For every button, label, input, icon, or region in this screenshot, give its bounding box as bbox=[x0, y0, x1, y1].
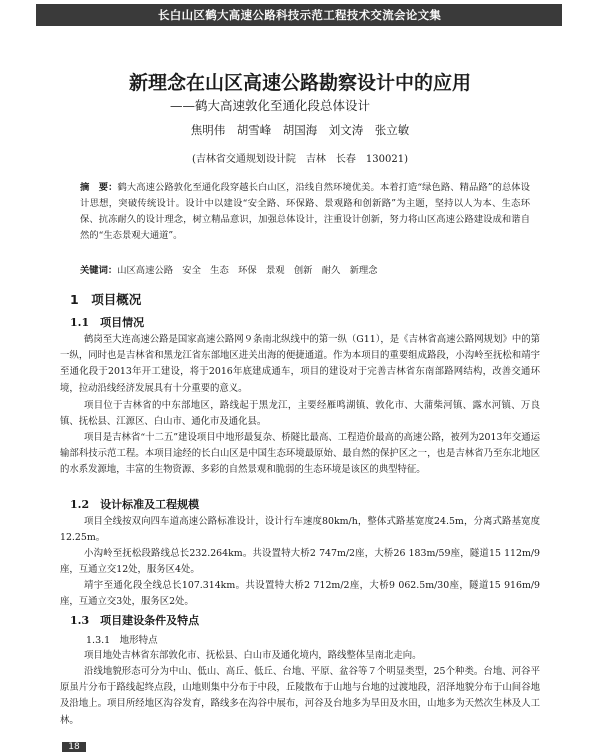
paragraph-8: 沿线地貌形态可分为中山、低山、高丘、低丘、台地、平原、盆谷等７个明显类型，25个种类。台地、河谷平原虽片分布于路线起终点段，山地则集中分布于中段，丘陵散布于山地与台地的过渡地段，沼泽地貌分布于山间谷地及沿地上。项目所经地区沟谷发育，路线多在沟谷中展布，河谷及台地多为旱田及水田，山地多为天然次生林及人工林。 bbox=[60, 666, 540, 726]
page-number: 18 bbox=[62, 742, 86, 752]
paragraph-4: 项目全线按双向四车道高速公路标准设计，设计行车速度80km/h，整体式路基宽度24.5m，分离式路基宽度12.25m。 bbox=[60, 516, 540, 544]
keywords-text: 山区高速公路 安全 生态 环保 景观 创新 耐久 新理念 bbox=[117, 265, 378, 276]
keywords bbox=[80, 262, 530, 276]
section-heading-1-1: 1.1 项目情况 bbox=[70, 316, 145, 329]
author-list: 焦明伟 胡雪峰 胡国海 刘文涛 张立敏 bbox=[190, 123, 410, 137]
abstract-label: 摘 要： bbox=[80, 182, 118, 193]
keywords-label: 关键词： bbox=[80, 265, 118, 276]
section-heading-1: 1 项目概况 bbox=[70, 292, 142, 307]
journal-title: 长白山区鹤大高速公路科技示范工程技术交流会论文集 bbox=[158, 8, 442, 22]
paragraph-6: 靖宇至通化段全线总长107.314km。共设置特大桥2 712m/2座，大桥9 062.5m/30座，隧道15 916m/9座，互通立交3处，服务区2处。 bbox=[60, 580, 540, 608]
paragraph-1: 鹤岗至大连高速公路是国家高速公路网９条南北纵线中的第一纵（G11），是《吉林省高速公路网规划》中的第一纵，同时也是吉林省和黑龙江省东部地区进关出海的便捷通道。作为本项目的重要组成路段，小沟岭至抚松和靖宇至通化段于2013年开工建设，将于2016年底建成通车，项目的建设对于完善吉林省东南部路网结构，改善交通环境，拉动沿线经济发展具有十分重要的意义。 bbox=[60, 334, 540, 394]
paragraph-2: 项目位于吉林省的中东部地区，路线起于黑龙江，主要经雁鸣湖镇、敦化市、大蒲柴河镇、露水河镇、万良镇、抚松县、江源区、白山市、通化市及通化县。 bbox=[60, 400, 540, 428]
abstract-text: 鹤大高速公路敦化至通化段穿越长白山区，沿线自然环境优美。本着打造“绿色路、精品路”的总体设计思想，突破传统设计。设计中以建设“安全路、环保路、景观路和创新路”为主题，坚持以人为本、生态环保、抗冻耐久的设计理念，树立精品意识，加强总体设计，注重设计创新，努力将山区高速公路建设成和谐自然的“生态景观大通道”。 bbox=[80, 182, 530, 241]
abstract bbox=[80, 180, 530, 244]
paragraph-5: 小沟岭至抚松段路线总长232.264km。共设置特大桥2 747m/2座，大桥26 183m/59座，隧道15 112m/9座，互通立交12处，服务区4处。 bbox=[60, 548, 540, 576]
article-subtitle: ——鹤大高速敦化至通化段总体设计 bbox=[170, 98, 371, 113]
section-heading-1-3-1: 1.3.1 地形特点 bbox=[86, 635, 158, 646]
affiliation: (吉林省交通规划设计院 吉林 长春 130021) bbox=[192, 154, 408, 165]
journal-header-band bbox=[36, 4, 562, 26]
section-heading-1-2: 1.2 设计标准及工程规模 bbox=[70, 498, 200, 511]
article-title: 新理念在山区高速公路勘察设计中的应用 bbox=[128, 72, 471, 94]
section-heading-1-3: 1.3 项目建设条件及特点 bbox=[70, 614, 200, 627]
paragraph-3: 项目是吉林省“十二五”建设项目中地形最复杂、桥隧比最高、工程造价最高的高速公路，被列为2013年交通运输部科技示范工程。本项目途经的长白山区是中国生态环境最原始、最自然的保护区之一，也是吉林省乃至东北地区的水系发源地，丰富的生物资源、多彩的自然景观和脆弱的生态环境是该区的典型特征。 bbox=[60, 432, 540, 476]
paragraph-7: 项目地处吉林省东部敦化市、抚松县、白山市及通化境内，路线整体呈南北走向。 bbox=[84, 650, 422, 661]
